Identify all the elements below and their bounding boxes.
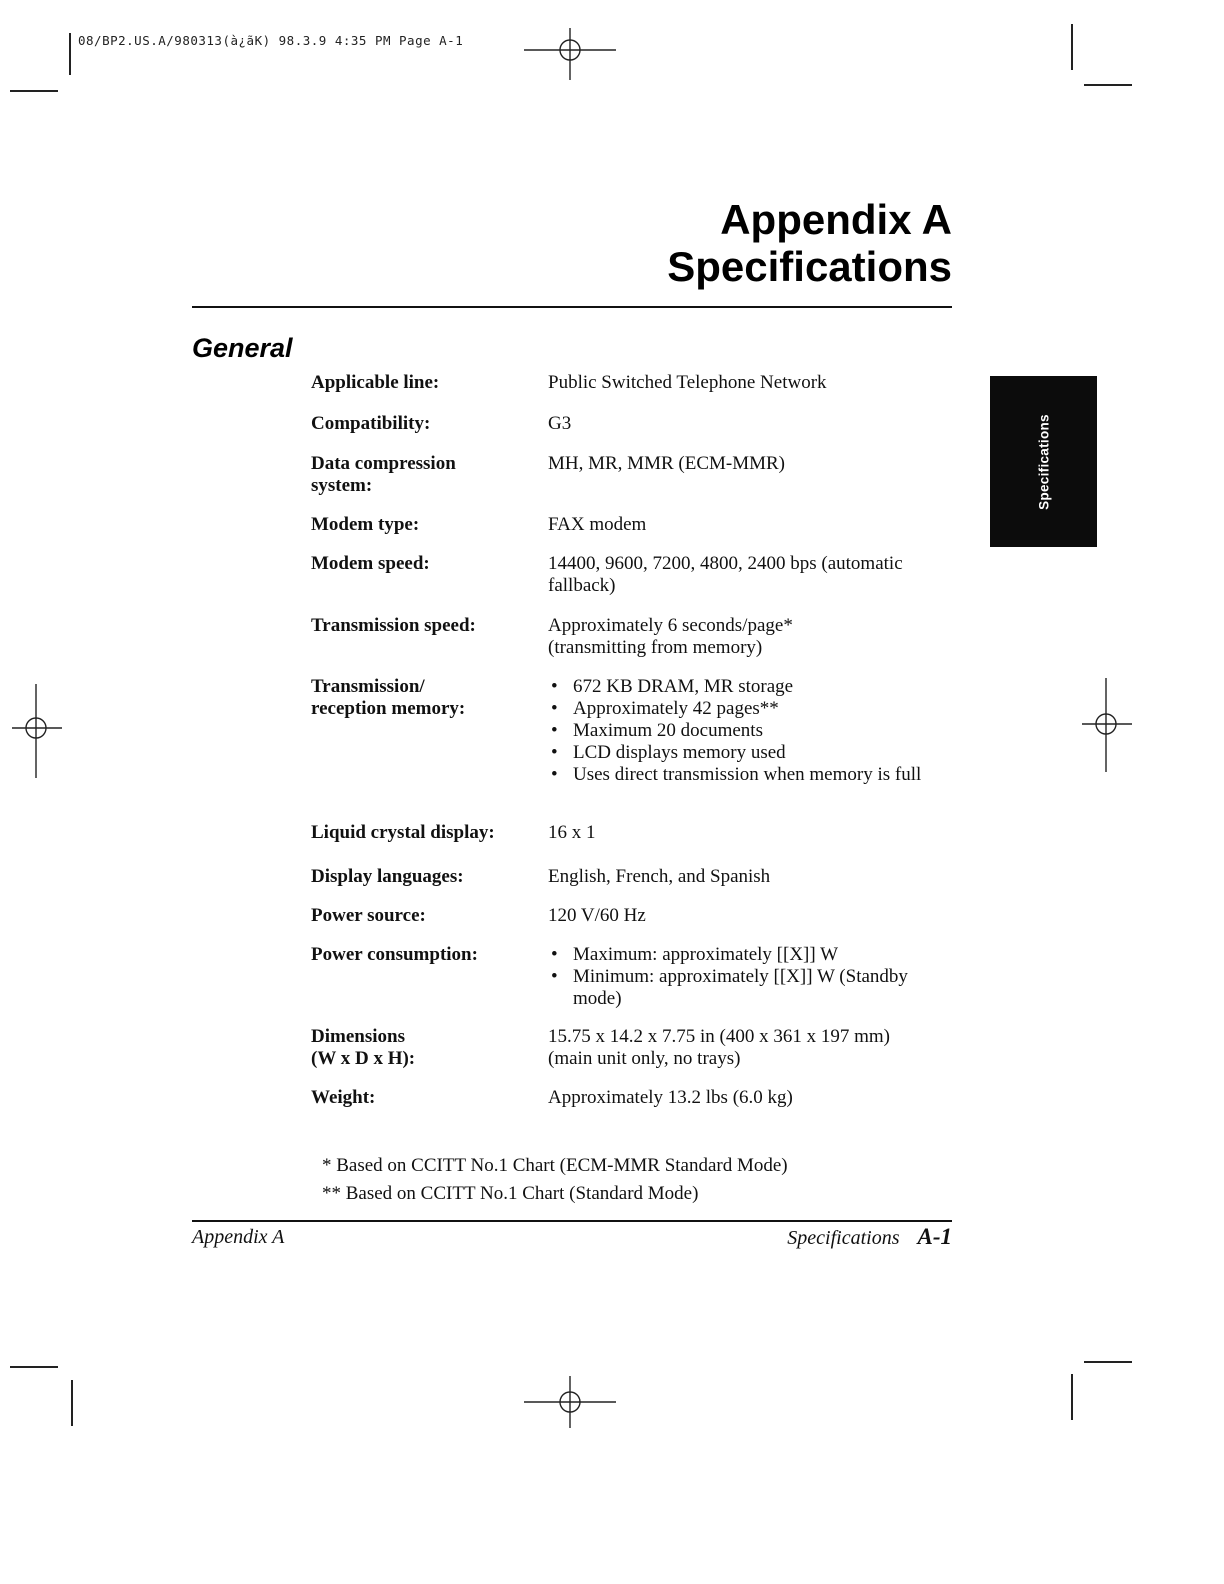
spec-label-line: Weight: [311, 1087, 376, 1108]
footer-left: Appendix A [192, 1226, 285, 1248]
spec-value [548, 413, 953, 435]
crop-mark-bottom-right-v [1071, 1374, 1073, 1420]
spec-label [311, 615, 533, 637]
spec-value [548, 1087, 953, 1109]
spec-value [548, 822, 953, 844]
spec-label-line: Liquid crystal display: [311, 822, 495, 843]
spec-label [311, 453, 533, 497]
spec-label [311, 905, 533, 927]
spec-label [311, 866, 533, 888]
spec-value [548, 615, 953, 659]
footnote-2: ** Based on CCITT No.1 Chart (Standard Mode) [322, 1183, 699, 1204]
spec-value [548, 905, 953, 927]
title-line-1: Appendix A [720, 196, 952, 243]
spec-label-line: Data compression [311, 453, 456, 474]
chapter-tab-label: Specifications [1036, 413, 1051, 510]
registration-mark-top-icon [520, 22, 620, 82]
registration-mark-right-icon [1080, 678, 1136, 774]
spec-value-line: G3 [548, 413, 572, 434]
spec-value-line: 15.75 x 14.2 x 7.75 in (400 x 361 x 197 mm) [548, 1026, 890, 1047]
spec-label-line: (W x D x H): [311, 1048, 416, 1069]
spec-label-line: Compatibility: [311, 413, 431, 434]
spec-label-line: Dimensions [311, 1026, 405, 1047]
spec-value-line: 16 x 1 [548, 822, 596, 843]
spec-value-line: FAX modem [548, 514, 647, 535]
spec-value [548, 372, 953, 394]
spec-label [311, 676, 533, 720]
spec-bullet-list [548, 676, 953, 786]
spec-label [311, 1026, 533, 1070]
spec-bullet-item: • Uses direct transmission when memory is full [548, 764, 953, 786]
registration-mark-left-icon [8, 684, 64, 780]
spec-label [311, 413, 533, 435]
registration-mark-bottom-icon [520, 1374, 620, 1430]
spec-value-line: Approximately 6 seconds/page* [548, 615, 793, 636]
spec-bullet-list [548, 944, 953, 1010]
crop-mark-bottom-left-v [71, 1380, 73, 1426]
footer-section: Specifications [787, 1227, 900, 1249]
spec-value [548, 866, 953, 888]
footnotes [322, 1152, 788, 1208]
crop-mark-top-right-h [1084, 84, 1132, 86]
page-number: A-1 [917, 1224, 952, 1249]
spec-value-line: MH, MR, MMR (ECM-MMR) [548, 453, 786, 474]
spec-label [311, 1087, 533, 1109]
footnote-1: * Based on CCITT No.1 Chart (ECM-MMR Standard Mode) [322, 1155, 788, 1176]
spec-value [548, 1026, 953, 1070]
spec-value-line: English, French, and Spanish [548, 866, 771, 887]
spec-value-line: Public Switched Telephone Network [548, 372, 827, 393]
spec-bullet-item: • Maximum: approximately [[X]] W [548, 944, 953, 966]
footer-rule [192, 1220, 952, 1222]
spec-value [548, 944, 953, 1010]
spec-label-line: Display languages: [311, 866, 464, 887]
spec-label-line: Applicable line: [311, 372, 440, 393]
crop-mark-top-left-h [10, 90, 58, 92]
spec-label [311, 514, 533, 536]
spec-value-line: 120 V/60 Hz [548, 905, 646, 926]
spec-value [548, 514, 953, 536]
spec-label-line: Modem type: [311, 514, 420, 535]
spec-bullet-item: • Maximum 20 documents [548, 720, 953, 742]
spec-value-line: Approximately 13.2 lbs (6.0 kg) [548, 1087, 793, 1108]
spec-bullet-item: • 672 KB DRAM, MR storage [548, 676, 953, 698]
spec-label-line: Transmission speed: [311, 615, 476, 636]
spec-bullet-item: • LCD displays memory used [548, 742, 953, 764]
crop-mark-top-left-v [69, 33, 71, 75]
spec-value [548, 553, 953, 597]
print-slug: 08/BP2.US.A/980313(à¿ãK) 98.3.9 4:35 PM Page A-1 [78, 33, 464, 48]
crop-mark-bottom-right-h [1084, 1361, 1132, 1363]
spec-label [311, 944, 533, 966]
spec-value-line: (main unit only, no trays) [548, 1048, 741, 1069]
spec-label [311, 372, 533, 394]
spec-value [548, 676, 953, 786]
spec-label-line: Power consumption: [311, 944, 478, 965]
spec-label-line: Power source: [311, 905, 426, 926]
spec-value-line: fallback) [548, 575, 616, 596]
spec-label-line: reception memory: [311, 698, 466, 719]
spec-value [548, 453, 953, 475]
spec-label [311, 822, 533, 844]
title-rule [192, 306, 952, 308]
spec-label-line: Transmission/ [311, 676, 425, 697]
chapter-tab [990, 376, 1097, 547]
section-heading: General [192, 333, 293, 363]
spec-label [311, 553, 533, 575]
spec-bullet-item: • Approximately 42 pages** [548, 698, 953, 720]
spec-value-line: (transmitting from memory) [548, 637, 763, 658]
spec-value-line: 14400, 9600, 7200, 4800, 2400 bps (automatic [548, 553, 903, 574]
footer-right [787, 1224, 952, 1250]
page-title [667, 196, 952, 290]
spec-bullet-item: • Minimum: approximately [[X]] W (Standby mode) [548, 966, 953, 1010]
spec-label-line: Modem speed: [311, 553, 430, 574]
crop-mark-bottom-left-h [10, 1366, 58, 1368]
title-line-2: Specifications [667, 243, 952, 290]
spec-label-line: system: [311, 475, 373, 496]
crop-mark-top-right-v [1071, 24, 1073, 70]
